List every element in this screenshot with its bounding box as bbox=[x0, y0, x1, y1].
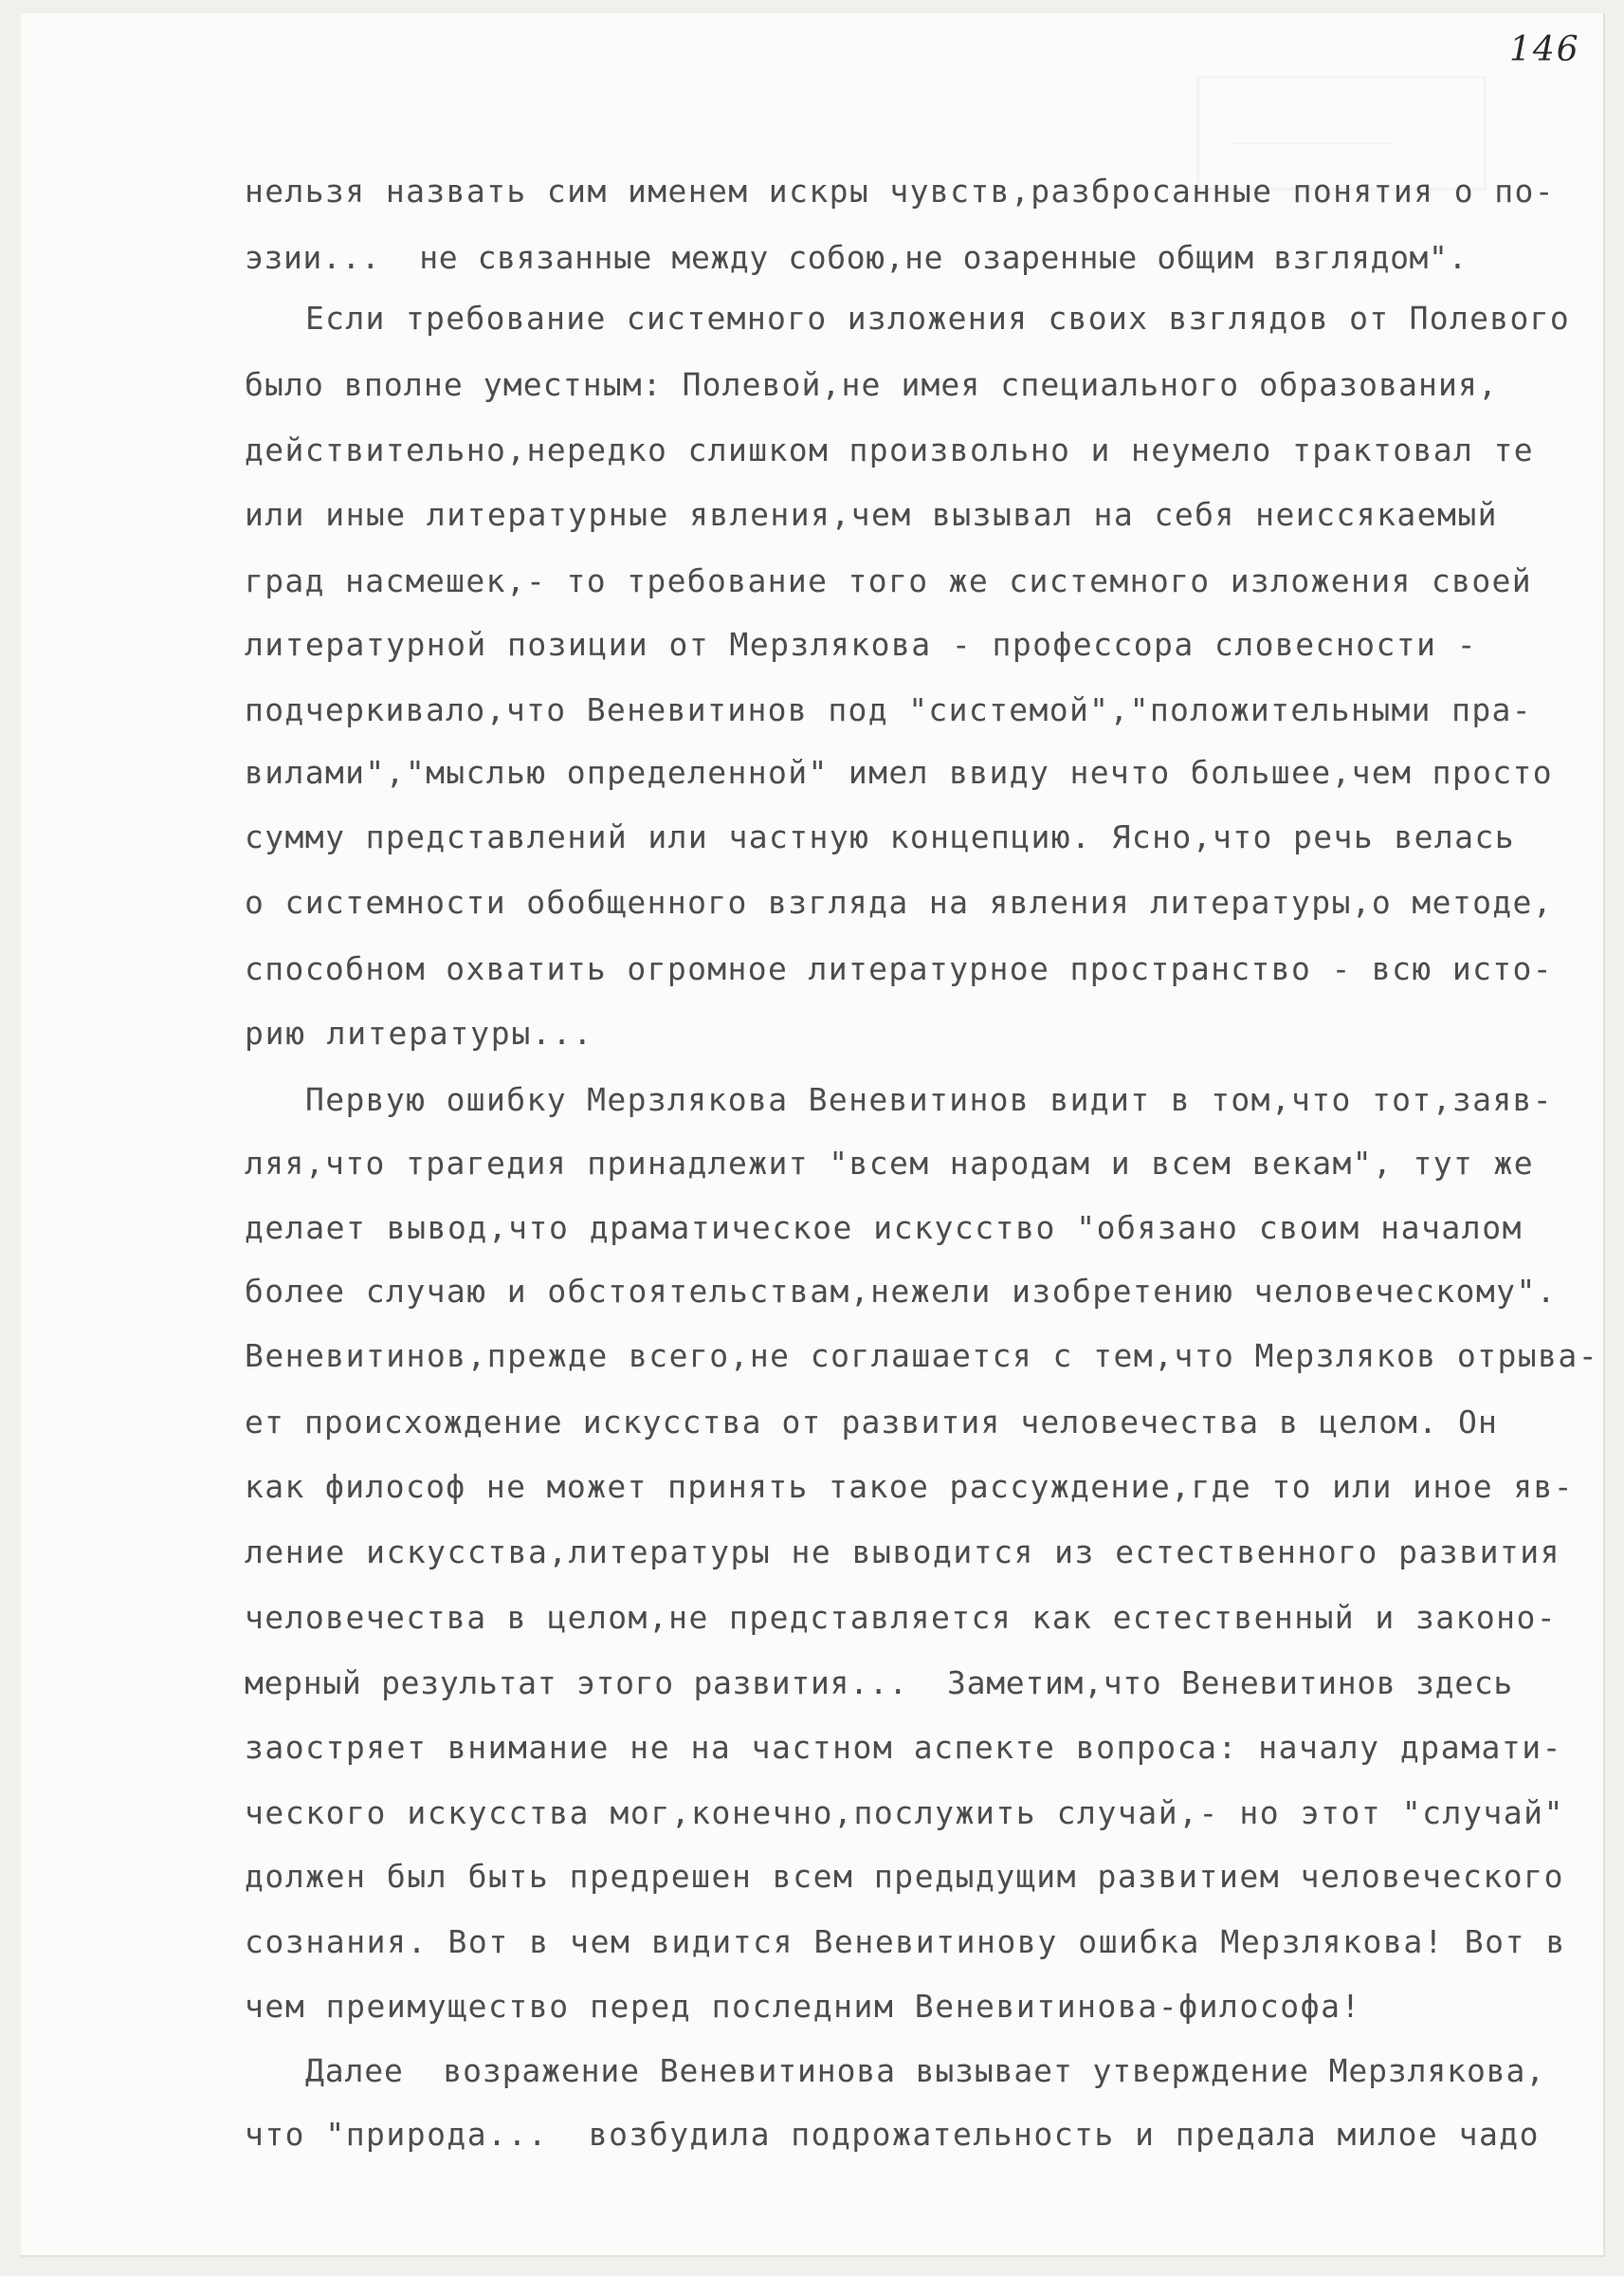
text-line: ляя,что трагедия принадлежит "всем народам и всем векам", тут же bbox=[245, 1145, 1534, 1182]
text-line: ет происхождение искусства от развития человечества в целом. Он bbox=[245, 1404, 1498, 1441]
text-line: Если требование системного изложения своих взглядов от Полевого bbox=[305, 300, 1571, 337]
text-line: о системности обобщенного взгляда на явления литературы,о методе, bbox=[245, 884, 1553, 921]
text-line: делает вывод,что драматическое искусство "обязано своим началом bbox=[245, 1209, 1523, 1246]
text-line: Далее возражение Веневитинова вызывает утверждение Мерзлякова, bbox=[305, 2052, 1545, 2089]
text-line: чем преимущество перед последним Веневитинова-философа! bbox=[245, 1988, 1361, 2025]
text-line: сумму представлений или частную концепцию. Ясно,что речь велась bbox=[245, 818, 1515, 855]
text-line: или иные литературные явления,чем вызывал на себя неиссякаемый bbox=[245, 496, 1499, 533]
text-line: как философ не может принять такое рассуждение,где то или иное яв- bbox=[245, 1468, 1575, 1505]
text-line: Первую ошибку Мерзлякова Веневитинов видит в том,что тот,заяв- bbox=[305, 1081, 1553, 1118]
text-line: человечества в целом,не представляется как естественный и законо- bbox=[245, 1599, 1558, 1636]
text-line: заостряет внимание не на частном аспекте вопроса: началу драмати- bbox=[245, 1729, 1563, 1766]
text-line: действительно,нередко слишком произвольно и неумело трактовал те bbox=[245, 431, 1534, 468]
text-line: эзии... не связанные между собою,не озаренные общим взглядом". bbox=[245, 239, 1468, 276]
text-line: сознания. Вот в чем видится Веневитинову ошибка Мерзлякова! Вот в bbox=[245, 1923, 1566, 1960]
text-line: ческого искусства мог,конечно,послужить случай,- но этот "случай" bbox=[245, 1794, 1565, 1831]
text-line: более случаю и обстоятельствам,нежели изобретению человеческому". bbox=[245, 1273, 1558, 1310]
page-number: 146 bbox=[1509, 30, 1580, 69]
text-line: литературной позиции от Мерзлякова - профессора словесности - bbox=[245, 626, 1478, 663]
text-line: ление искусства,литературы не выводится из естественного развития bbox=[245, 1533, 1560, 1570]
text-line: рию литературы... bbox=[245, 1015, 593, 1052]
text-line: Веневитинов,прежде всего,не соглашается с тем,что Мерзляков отрыва- bbox=[245, 1337, 1599, 1374]
text-line: мерный результат этого развития... Заметим,что Веневитинов здесь bbox=[245, 1664, 1514, 1701]
text-line: способном охватить огромное литературное пространство - всю исто- bbox=[245, 950, 1553, 987]
text-line: град насмешек,- то требование того же системного изложения своей bbox=[245, 562, 1532, 599]
text-line: нельзя назвать сим именем искры чувств,разбросанные понятия о по- bbox=[245, 173, 1556, 210]
text-line: подчеркивало,что Веневитинов под "системой","положительными пра- bbox=[245, 691, 1532, 728]
text-line: что "природа... возбудила подрожательность и предала милое чадо bbox=[245, 2116, 1540, 2153]
text-line: было вполне уместным: Полевой,не имея специального образования, bbox=[245, 366, 1498, 403]
text-line: вилами","мыслью определенной" имел ввиду нечто большее,чем просто bbox=[245, 754, 1553, 791]
text-line: должен был быть предрешен всем предыдущим развитием человеческого bbox=[245, 1858, 1565, 1895]
